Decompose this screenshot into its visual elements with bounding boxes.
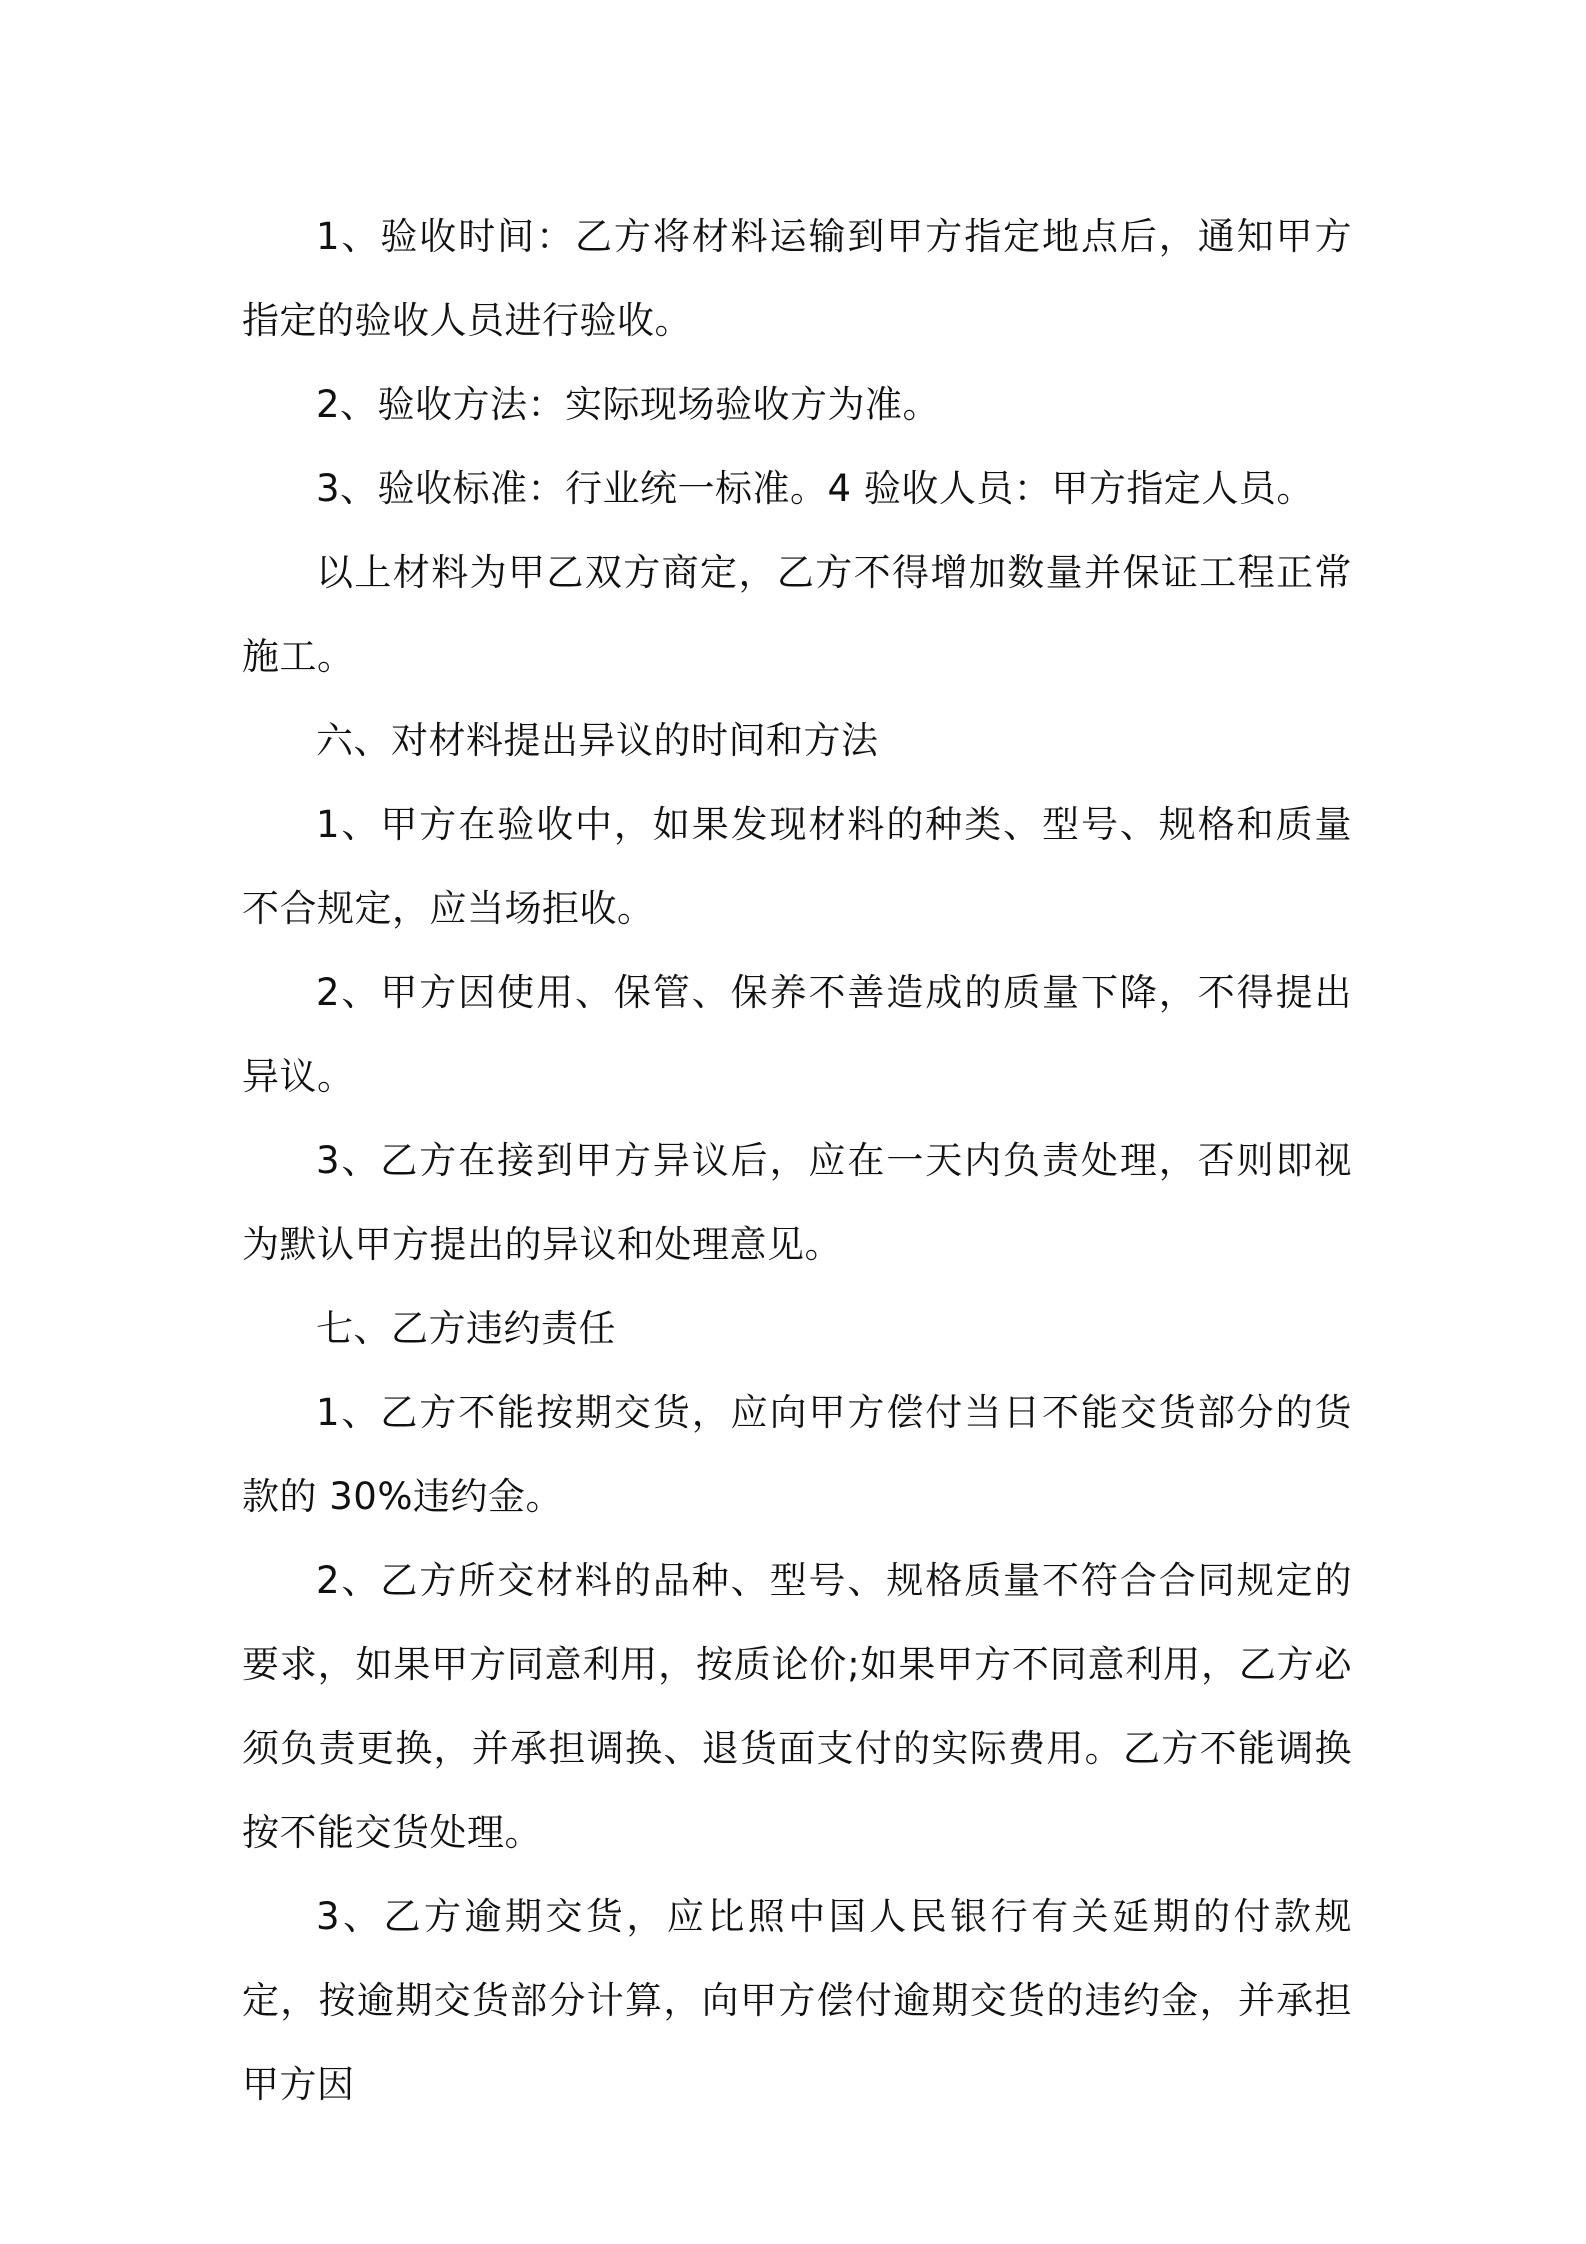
paragraph-acceptance-method: 2、验收方法：实际现场验收方为准。	[316, 383, 941, 426]
paragraph-materials-agreement: 以上材料为甲乙双方商定，乙方不得增加数量并保证工程正常施工。	[242, 551, 1352, 678]
paragraph-objection-1: 1、甲方在验收中，如果发现材料的种类、型号、规格和质量不合规定，应当场拒收。	[242, 803, 1352, 930]
paragraph-acceptance-standard: 3、验收标准：行业统一标准。4 验收人员：甲方指定人员。	[316, 467, 1314, 510]
paragraph-acceptance-time: 1、验收时间：乙方将材料运输到甲方指定地点后，通知甲方指定的验收人员进行验收。	[242, 215, 1352, 342]
paragraph-liability-3: 3、乙方逾期交货，应比照中国人民银行有关延期的付款规定，按逾期交货部分计算，向甲方偿付逾期交货的违约金，并承担甲方因	[242, 1895, 1352, 2106]
paragraph-objection-3: 3、乙方在接到甲方异议后，应在一天内负责处理，否则即视为默认甲方提出的异议和处理意见。	[242, 1139, 1352, 1266]
section-heading-liability: 七、乙方违约责任	[316, 1307, 616, 1350]
section-heading-objection: 六、对材料提出异议的时间和方法	[316, 719, 879, 762]
paragraph-liability-1: 1、乙方不能按期交货，应向甲方偿付当日不能交货部分的货款的 30%违约金。	[242, 1391, 1352, 1518]
document-body	[242, 195, 1352, 2127]
paragraph-liability-2: 2、乙方所交材料的品种、型号、规格质量不符合合同规定的要求，如果甲方同意利用，按质论价;如果甲方不同意利用，乙方必须负责更换，并承担调换、退货面支付的实际费用。乙方不能调换按不能交货处理。	[242, 1559, 1352, 1854]
paragraph-objection-2: 2、甲方因使用、保管、保养不善造成的质量下降，不得提出异议。	[242, 971, 1352, 1098]
